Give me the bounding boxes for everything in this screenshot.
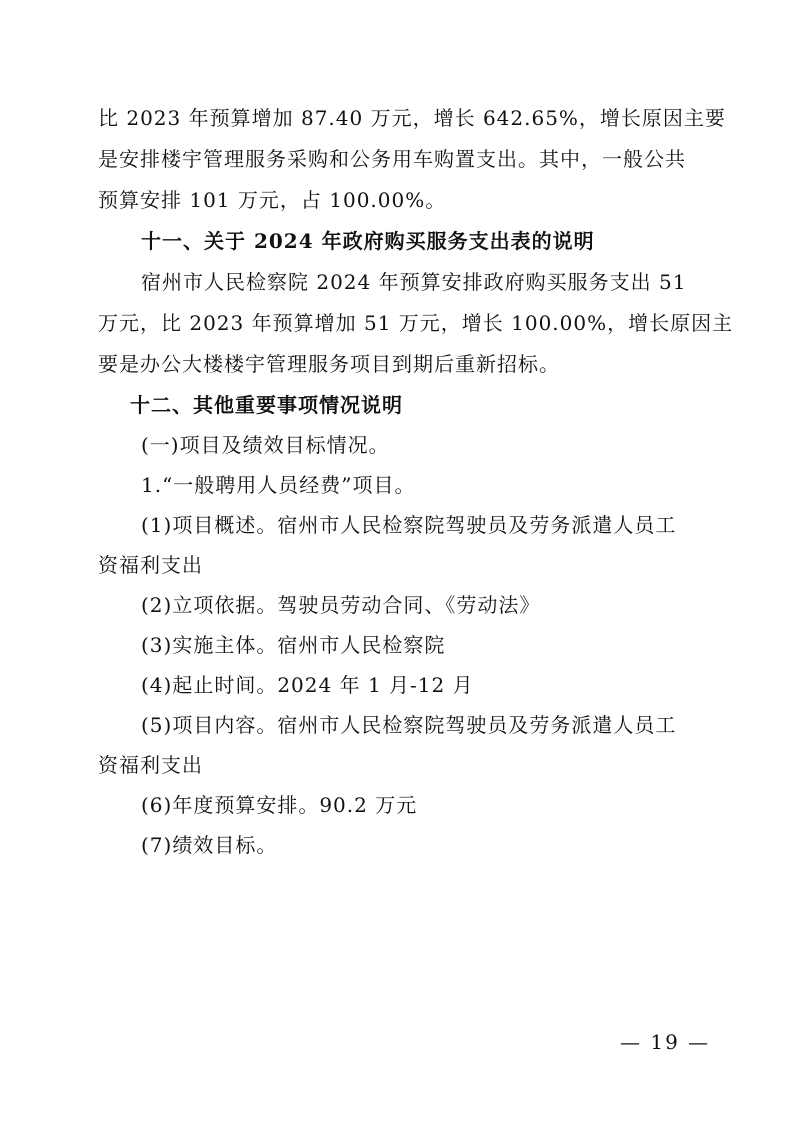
list-item-continuation: 资福利支出 [98, 553, 203, 577]
body-text-line: 比 2023 年预算增加 87.40 万元，增长 642.65%，增长原因主要 [98, 106, 726, 130]
page-number: — 19 — [620, 1030, 711, 1054]
body-text-line: 宿州市人民检察院 2024 年预算安排政府购买服务支出 51 [141, 270, 687, 294]
section-heading-12: 十二、其他重要事项情况说明 [130, 393, 403, 417]
list-item: (7)绩效目标。 [141, 833, 278, 857]
body-text-line: 万元，比 2023 年预算增加 51 万元，增长 100.00%，增长原因主 [98, 311, 734, 335]
list-item: (5)项目内容。宿州市人民检察院驾驶员及劳务派遣人员工 [141, 713, 677, 737]
body-text-line: 要是办公大楼楼宇管理服务项目到期后重新招标。 [98, 352, 560, 376]
section-heading-11: 十一、关于 2024 年政府购买服务支出表的说明 [141, 229, 595, 253]
list-item: (3)实施主体。宿州市人民检察院 [141, 633, 446, 657]
subsection-heading: (一)项目及绩效目标情况。 [141, 433, 390, 457]
body-text-line: 是安排楼宇管理服务采购和公务用车购置支出。其中，一般公共 [98, 147, 686, 171]
list-item: (1)项目概述。宿州市人民检察院驾驶员及劳务派遣人员工 [141, 513, 677, 537]
body-text-line: 预算安排 101 万元，占 100.00%。 [98, 188, 447, 212]
list-item: (6)年度预算安排。90.2 万元 [141, 793, 418, 817]
list-item: (2)立项依据。驾驶员劳动合同、《劳动法》 [141, 593, 541, 617]
list-item: (4)起止时间。2024 年 1 月-12 月 [141, 673, 474, 697]
project-title: 1.“一般聘用人员经费”项目。 [141, 473, 416, 497]
list-item-continuation: 资福利支出 [98, 753, 203, 777]
